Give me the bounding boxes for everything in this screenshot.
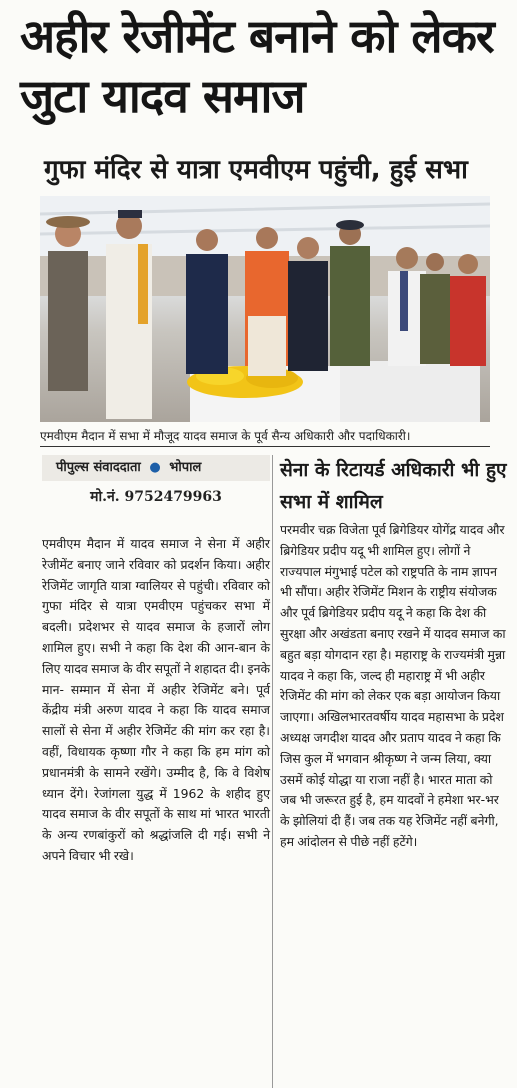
byline-location: भोपाल <box>169 460 202 475</box>
byline-mobile: मो.नं. 9752479963 <box>90 489 222 505</box>
news-photo <box>40 196 490 422</box>
photo-caption: एमवीएम मैदान में सभा में मौजूद यादव समाज के पूर्व सैन्य अधिकारी और पदाधिकारी। <box>40 425 490 447</box>
article-body-left: एमवीएम मैदान में यादव समाज ने सेना में अहीर रेजीमेंट बनाए जाने रविवार को प्रदर्शन किया। अहीर रेजिमेंट जागृति यात्रा ग्वालियर से पहुंची। रविवार को गुफा मंदिर से यात्रा एमवीएम पहुंचकर सभा में बदली। प्रदेशभर से यादव समाज के हजारों लोग शामिल हुए। सभी ने कहा कि देश की आन-बान के लिए यादव समाज के वीर सपूतों ने शहादत दी। इनके मान- सम्मान में सेना में अहीर रेजिमेंट बने। पूर्व केंद्रीय मंत्री अरुण यादव ने कहा कि यादव समाज सालों से सेना में अहीर रेजिमेंट की मांग कर रहा है। वहीं, विधायक कृष्णा गौर ने कहा कि हम मांग को प्रधानमंत्री के सामने रखेंगे। उम्मीद है, कि वे विशेष ध्यान देंगे। रेजांगला युद्ध में 1962 के शहीद हुए यादव समाज के वीर सपूतों के साथ मां भारत भारती के अन्य रणबांकुरों को श्रद्धांजलि दी गई। सभी ने अपने विचार भी रखे। <box>42 536 270 863</box>
subheadline: गुफा मंदिर से यात्रा एमवीएम पहुंची, हुई सभा <box>44 155 468 185</box>
column-divider <box>272 455 273 1088</box>
headline: अहीर रेजीमेंट बनाने को लेकर जुटा यादव समाज <box>20 9 494 123</box>
rally-photo-illustration <box>40 196 490 422</box>
article-body-right: परमवीर चक्र विजेता पूर्व ब्रिगेडियर योगेंद्र यादव और ब्रिगेडियर प्रदीप यदू भी शामिल हुए। लोगों ने राज्यपाल मंगुभाई पटेल को राष्ट्रपति के नाम ज्ञापन भी सौंपा। अहीर रेजिमेंट मिशन के राष्ट्रीय संयोजक और पूर्व ब्रिगेडियर प्रदीप यदू ने कहा कि देश की सुरक्षा और अखंडता बनाए रखने में यादव समाज का बहुत बड़ा योगदान रहा है। महाराष्ट्र के राज्यमंत्री मुन्ना यादव ने कहा कि, जल्द ही महाराष्ट्र में भी अहीर रेजिमेंट की मांग को लेकर एक बड़ा आयोजन किया जाएगा। अखिलभारतवर्षीय यादव महासभा के प्रदेश अध्यक्ष जगदीश यादव और प्रताप यादव ने कहा कि जिस कुल में भगवान श्रीकृष्ण ने जन्म लिया, क्या उसमें कोई योद्धा या राजा नहीं है। भारत माता को जब भी जरूरत हुई है, हम यादवों ने हमेशा भर-भर के झोलियां दी हैं। जब तक यह रेजिमेंट नहीं बनेगी, हम आंदोलन से पीछे नहीं हटेंगे। <box>280 522 506 849</box>
byline <box>42 455 270 481</box>
byline-reporter: पीपुल्स संवाददाता <box>56 460 141 475</box>
location-dot-icon: ● <box>149 460 161 475</box>
side-heading: सेना के रिटायर्ड अधिकारी भी हुए सभा में शामिल <box>280 459 507 513</box>
